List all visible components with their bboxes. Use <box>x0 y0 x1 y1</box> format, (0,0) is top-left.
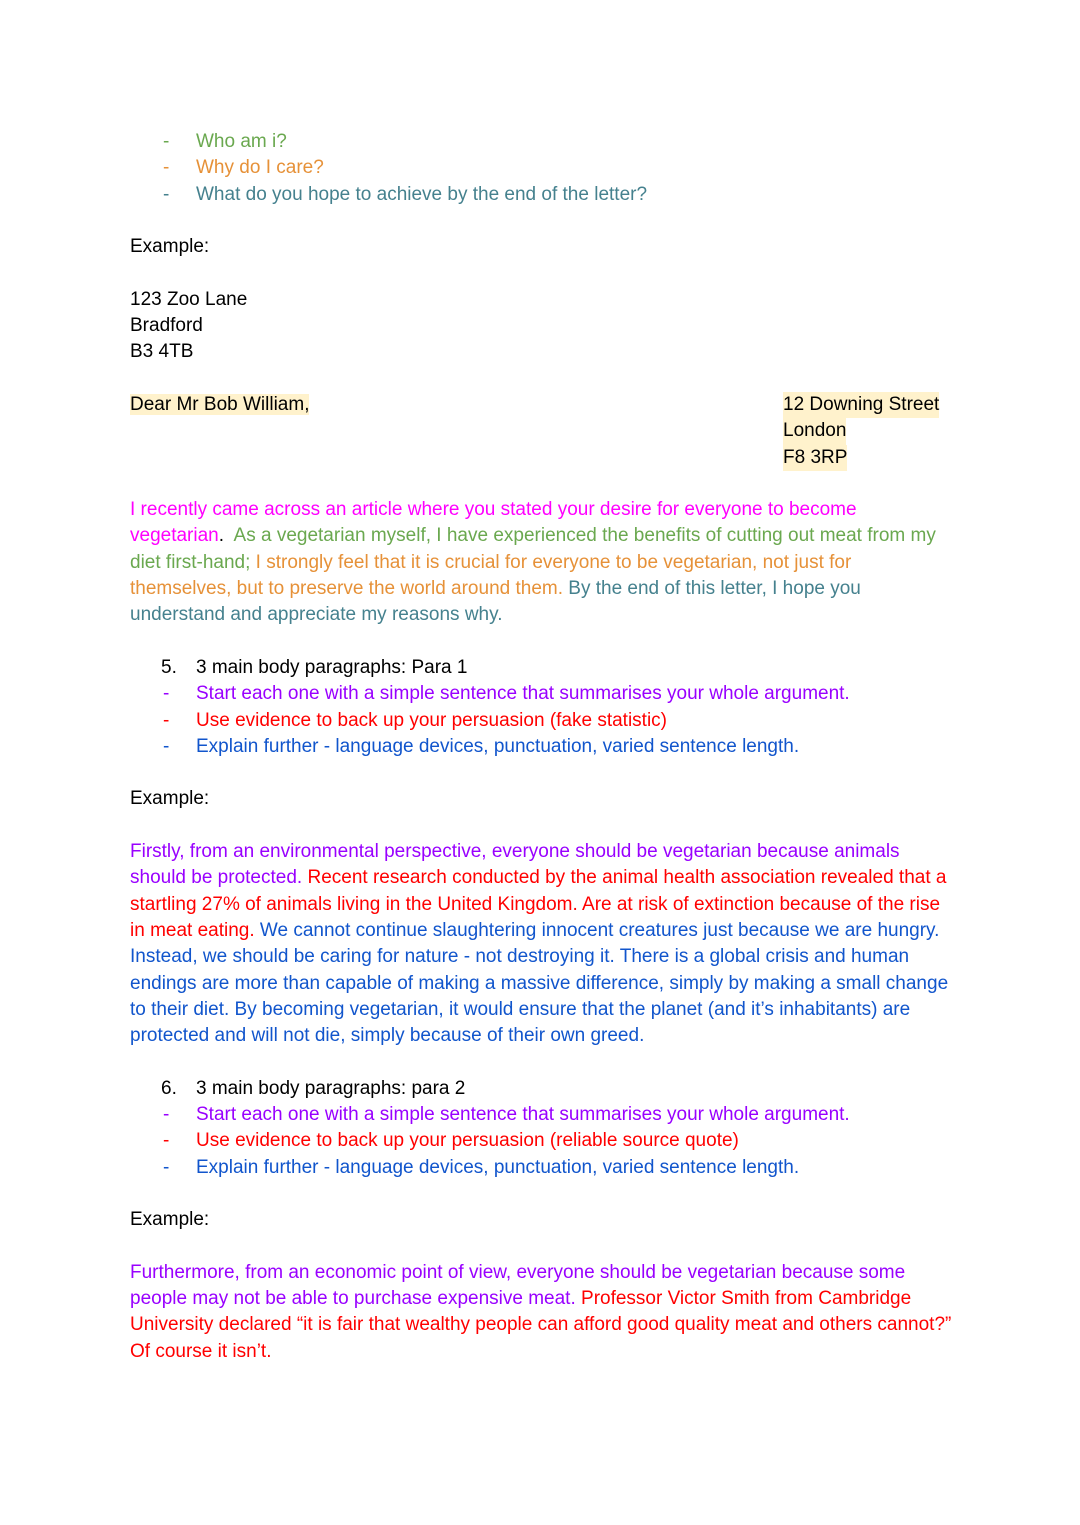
section-number: 5. <box>161 656 177 678</box>
example-label: Example: <box>130 788 210 810</box>
section-number: 6. <box>161 1077 177 1099</box>
text-run: Recent research conducted by the animal health association revealed that a startling 27% of animals living in the United Kingdom. Are at risk of extinction because of the rise in meat eating. <box>130 867 947 941</box>
list-item <box>130 1102 952 1128</box>
sender-address-line: B3 4TB <box>130 341 194 363</box>
bullet-text: Explain further - language devices, punctuation, varied sentence length. <box>196 1156 800 1178</box>
bullet-text: Start each one with a simple sentence that summarises your whole argument. <box>196 1103 850 1125</box>
bullet-text: Who am i? <box>196 131 287 152</box>
sender-address-line: 123 Zoo Lane <box>130 288 248 310</box>
sender-address-line: Bradford <box>130 315 203 337</box>
list-item <box>130 182 952 208</box>
bullet-dash: - <box>163 735 170 757</box>
bullet-dash: - <box>163 183 170 205</box>
bullet-dash: - <box>163 1103 170 1125</box>
bullet-dash: - <box>163 683 170 705</box>
intro-paragraph <box>130 497 952 628</box>
section-heading <box>130 655 952 681</box>
list-item <box>130 155 952 181</box>
recipient-address-line: 12 Downing Street <box>783 392 939 418</box>
body-paragraph-2 <box>130 1260 952 1365</box>
example-label: Example: <box>130 236 210 258</box>
body-paragraph-1 <box>130 839 952 1049</box>
heading-text: 3 main body paragraphs: para 2 <box>196 1077 466 1099</box>
heading-text: 3 main body paragraphs: Para 1 <box>196 656 468 678</box>
bullet-text: Use evidence to back up your persuasion (fake statistic) <box>196 709 668 731</box>
text-run: We cannot continue slaughtering innocent creatures just because we are hungry. Instead, we should be caring for nature - not destroying it. There is a global crisis and human endings are more than capable of making a massive difference, simply by making a small change to their diet. By becoming vegetarian, it would ensure that the planet (and it’s inhabitants) are protected and will not die, simply because of their own greed. <box>130 919 949 1047</box>
salutation: Dear Mr Bob William, <box>130 393 310 415</box>
bullet-text: Start each one with a simple sentence that summarises your whole argument. <box>196 683 850 705</box>
text-run: I recently came across an article where you stated your desire for everyone to become vegetarian <box>130 499 857 547</box>
list-item <box>130 129 952 155</box>
bullet-dash: - <box>163 131 170 152</box>
text-run: As a vegetarian myself, I have experienced the benefits of cutting out meat from my diet first-hand; <box>130 525 936 573</box>
bullet-text: Why do I care? <box>196 157 324 179</box>
bullet-text: Use evidence to back up your persuasion (reliable source quote) <box>196 1130 739 1152</box>
text-run: Furthermore, from an economic point of view, everyone should be vegetarian because some people may not be able to purchase expensive meat. <box>130 1261 906 1310</box>
text-run: . <box>218 525 234 547</box>
text-run: I strongly feel that it is crucial for everyone to be vegetarian, not just for themselves, but to preserve the world around them. <box>130 551 852 600</box>
bullet-dash: - <box>163 157 170 179</box>
list-item <box>130 1155 952 1181</box>
bullet-dash: - <box>163 1130 170 1152</box>
bullet-text: Explain further - language devices, punctuation, varied sentence length. <box>196 735 800 757</box>
bullet-dash: - <box>163 709 170 731</box>
text-run: By the end of this letter, I hope you understand and appreciate my reasons why. <box>130 578 861 626</box>
section-heading <box>130 1076 952 1102</box>
text-run: Firstly, from an environmental perspective, everyone should be vegetarian because animals should be protected. <box>130 841 900 889</box>
list-item <box>130 708 952 734</box>
list-item <box>130 1128 952 1154</box>
document-page <box>130 129 952 1365</box>
list-item <box>130 734 952 760</box>
list-item <box>130 681 952 707</box>
example-label: Example: <box>130 1209 210 1231</box>
recipient-address-line: F8 3RP <box>783 445 847 471</box>
bullet-text: What do you hope to achieve by the end of the letter? <box>196 183 648 205</box>
bullet-dash: - <box>163 1156 170 1178</box>
text-run: Professor Victor Smith from Cambridge University declared “it is fair that wealthy people can afford good quality meat and others cannot?” Of course it isn’t. <box>130 1288 952 1362</box>
recipient-address-line: London <box>783 418 846 444</box>
